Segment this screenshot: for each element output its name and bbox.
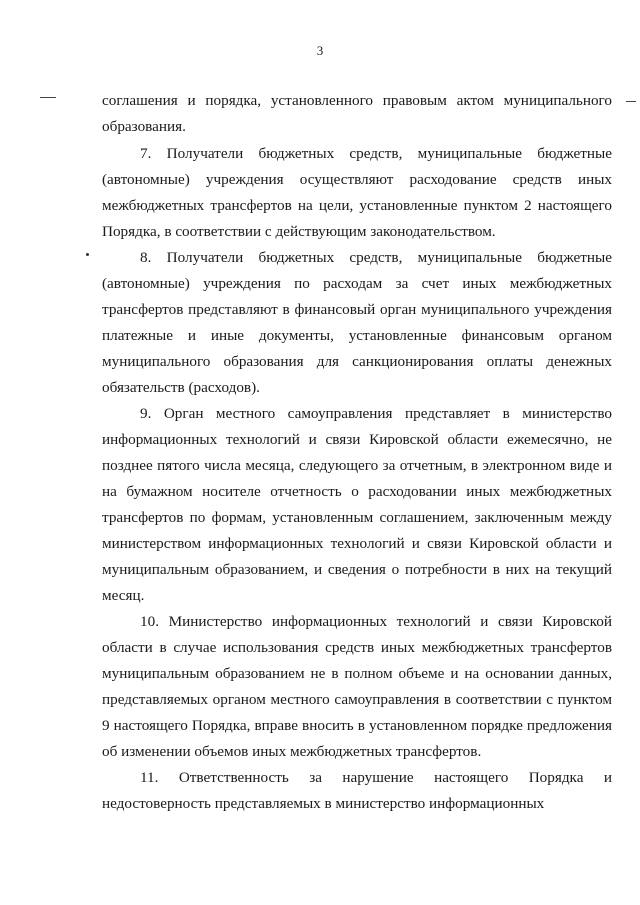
paragraph-11: 11. Ответственность за нарушение настоящего Порядка и недостоверность представляемых в министерство информационных: [102, 769, 612, 812]
paragraph-8: 8. Получатели бюджетных средств, муниципальные бюджетные (автономные) учреждения по расходам за счет иных межбюджетных трансфертов представляют в финансовый орган муниципального учреждения платежные и иные документы, установленные финансовым органом муниципального образования для санкционирования оплаты денежных обязательств (расходов).: [102, 249, 612, 396]
paragraph-continuation: соглашения и порядка, установленного правовым актом муниципального образования.: [102, 92, 612, 135]
document-body: [102, 88, 612, 817]
paragraph-10: 10. Министерство информационных технологий и связи Кировской области в случае использования средств иных межбюджетных трансфертов муниципальным образованием не в полном объеме и на основании данных, представляемых органом местного самоуправления в соответствии с пунктом 9 настоящего Порядка, вправе вносить в установленном порядке предложения об изменении объемов иных межбюджетных трансфертов.: [102, 613, 612, 760]
scan-mark-right: [626, 101, 636, 102]
scan-mark-left: [40, 97, 56, 98]
scan-dot: [86, 253, 89, 256]
paragraph-7: 7. Получатели бюджетных средств, муниципальные бюджетные (автономные) учреждения осуществляют расходование средств иных межбюджетных трансфертов на цели, установленные пунктом 2 настоящего Порядка, в соответствии с действующим законодательством.: [102, 145, 612, 240]
page-number: 3: [316, 43, 324, 58]
paragraph-9: 9. Орган местного самоуправления представляет в министерство информационных технологий и связи Кировской области ежемесячно, не позднее пятого числа месяца, следующего за отчетным, в электронном виде и на бумажном носителе отчетность о расходовании иных межбюджетных трансфертов по формам, установленным соглашением, заключенным между министерством информационных технологий и связи Кировской области и муниципальным образованием, и сведения о потребности в них на текущий месяц.: [102, 405, 612, 604]
